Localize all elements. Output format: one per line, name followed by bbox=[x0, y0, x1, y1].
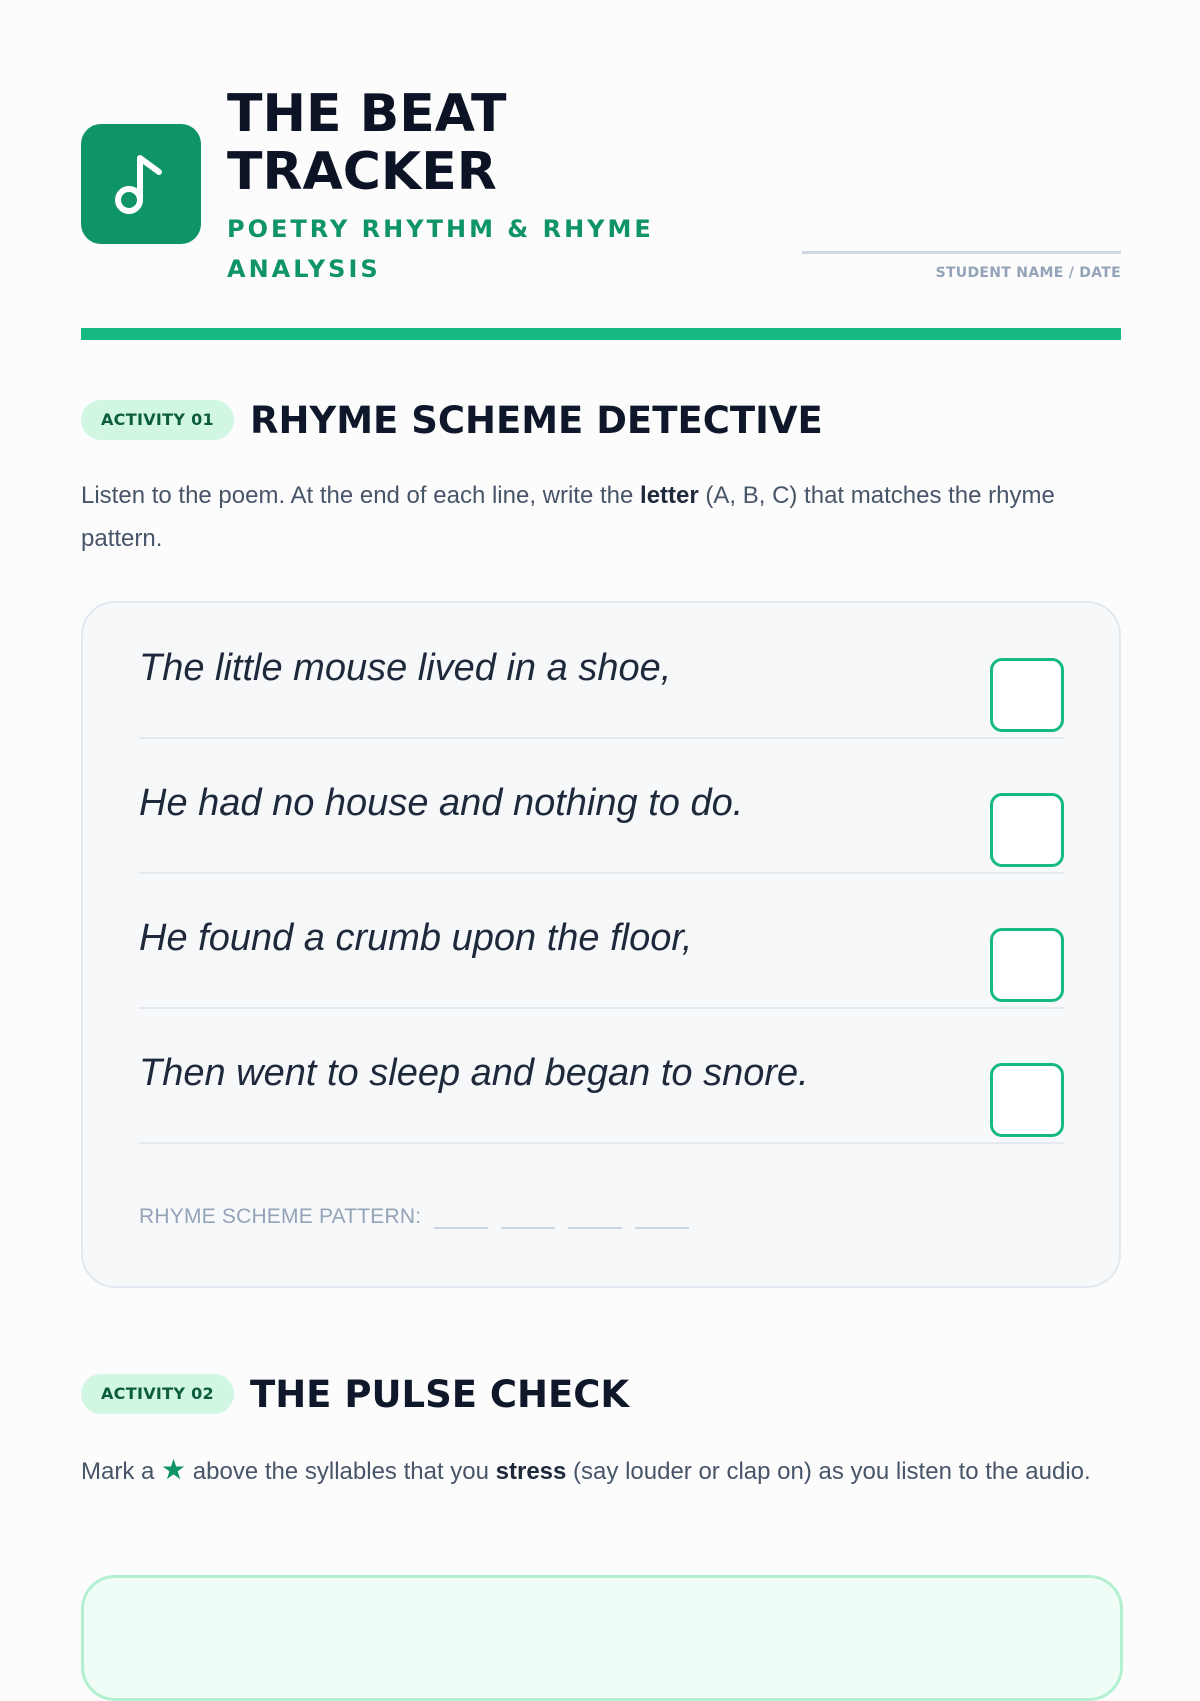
music-note-icon bbox=[109, 150, 173, 218]
activity-title: RHYME SCHEME DETECTIVE bbox=[249, 398, 823, 442]
pattern-blank[interactable] bbox=[635, 1205, 689, 1229]
rhyme-letter-input[interactable] bbox=[990, 1063, 1064, 1137]
activity-badge: ACTIVITY 01 bbox=[81, 400, 234, 440]
poem-line-text: The little mouse lived in a shoe, bbox=[139, 647, 672, 689]
title-line-2: TRACKER bbox=[227, 142, 497, 202]
rhyme-pattern-row bbox=[139, 1200, 689, 1234]
activity-badge: ACTIVITY 02 bbox=[81, 1374, 234, 1414]
logo bbox=[81, 124, 201, 244]
activity-1-heading bbox=[81, 398, 823, 442]
instructions-emphasis: stress bbox=[495, 1458, 567, 1485]
poem-line-text: He had no house and nothing to do. bbox=[139, 782, 744, 824]
rhyme-pattern-label: RHYME SCHEME PATTERN: bbox=[139, 1205, 422, 1228]
page-subtitle: POETRY RHYTHM & RHYME ANALYSIS bbox=[227, 215, 654, 283]
instructions-text: Mark a bbox=[81, 1458, 162, 1485]
worksheet-page bbox=[81, 0, 1121, 1600]
instructions-text: (A, B, C) that matches the rhyme pattern. bbox=[81, 482, 1055, 552]
pulse-check-card bbox=[81, 1575, 1123, 1701]
poem-line bbox=[139, 1008, 1064, 1144]
student-name-field[interactable] bbox=[802, 251, 1121, 254]
rhyme-letter-input[interactable] bbox=[990, 928, 1064, 1002]
poem-line-text: Then went to sleep and began to snore. bbox=[139, 1052, 809, 1094]
instructions-emphasis: letter bbox=[640, 482, 699, 509]
instructions-text: above the syllables that you bbox=[186, 1458, 496, 1485]
worksheet-header bbox=[81, 85, 1121, 285]
pattern-blank[interactable] bbox=[568, 1205, 622, 1229]
activity-1-instructions bbox=[81, 474, 1121, 560]
pattern-blank[interactable] bbox=[501, 1205, 555, 1229]
instructions-text: (say louder or clap on) as you listen to the audio. bbox=[566, 1458, 1091, 1485]
poem-card bbox=[81, 601, 1121, 1288]
student-name-label: STUDENT NAME / DATE bbox=[935, 265, 1121, 281]
rhyme-letter-input[interactable] bbox=[990, 658, 1064, 732]
pattern-blank[interactable] bbox=[434, 1205, 488, 1229]
star-icon: ★ bbox=[161, 1454, 187, 1485]
page-title bbox=[227, 85, 667, 201]
header-divider bbox=[81, 328, 1121, 340]
title-line-1: THE BEAT bbox=[227, 84, 507, 144]
activity-2-heading bbox=[81, 1372, 629, 1416]
poem-line bbox=[139, 603, 1064, 739]
rhyme-letter-input[interactable] bbox=[990, 793, 1064, 867]
instructions-text: Listen to the poem. At the end of each line, write the bbox=[81, 482, 641, 509]
poem-line-text: He found a crumb upon the floor, bbox=[139, 917, 693, 959]
poem-line bbox=[139, 738, 1064, 874]
activity-title: THE PULSE CHECK bbox=[249, 1372, 630, 1416]
activity-2-instructions bbox=[81, 1448, 1121, 1493]
poem-line bbox=[139, 873, 1064, 1009]
